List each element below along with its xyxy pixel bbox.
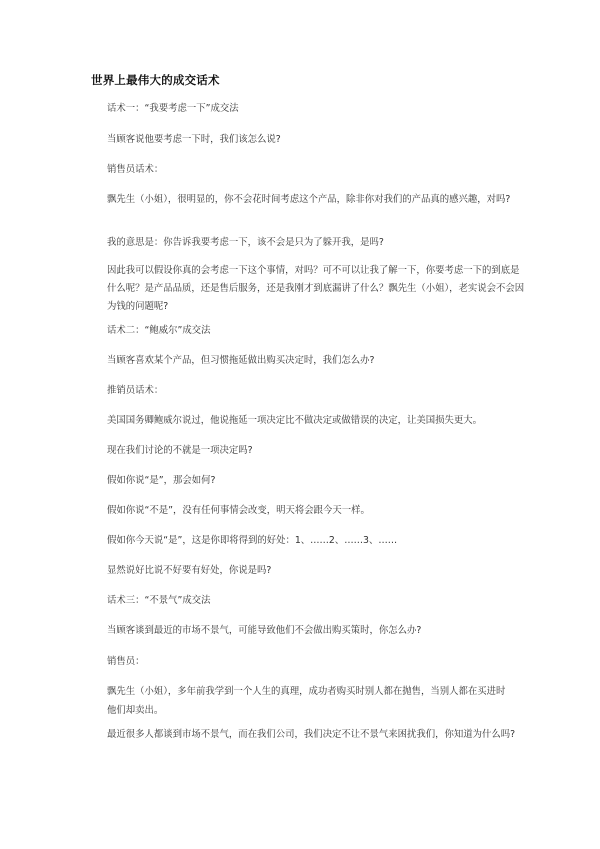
- paragraph: 因此我可以假设你真的会考虑一下这个事情，对吗？可不可以让我了解一下，你要考虑一下的到底是什么呢？是产品品质，还是售后服务，还是我刚才到底漏讲了什么？飘先生（小姐），老实说会不会因为钱的问题呢?: [107, 265, 525, 312]
- paragraph: 最近很多人都谈到市场不景气，而在我们公司，我们决定不让不景气来困扰我们，你知道为什么吗?: [107, 729, 516, 740]
- section-heading-1: 话术一：“我要考虑一下”成交法: [107, 103, 239, 114]
- paragraph: 当顾客说他要考虑一下时，我们该怎么说?: [107, 134, 281, 145]
- paragraph: 飘先生（小姐），很明显的，你不会花时间考虑这个产品，除非你对我们的产品真的感兴趣，对吗?: [107, 194, 511, 205]
- section-heading-3: 话术三：“不景气”成交法: [107, 595, 211, 606]
- paragraph: 销售员：: [107, 656, 145, 667]
- paragraph: 我的意思是：你告诉我要考虑一下，该不会是只为了躲开我，是吗?: [107, 237, 384, 248]
- paragraph: 推销员话术：: [107, 385, 164, 396]
- paragraph: 现在我们讨论的不就是一项决定吗?: [107, 445, 253, 456]
- paragraph: 假如你今天说“是”，这是你即将得到的好处：1、……2、……3、……: [107, 535, 398, 546]
- paragraph: 显然说好比说不好要有好处，你说是吗?: [107, 565, 272, 576]
- paragraph: 假如你说“是”，那会如何?: [107, 475, 216, 486]
- paragraph: 美国国务卿鲍威尔说过，他说拖延一项决定比不做决定或做错误的决定，让美国损失更大。: [107, 415, 483, 426]
- paragraph: 当顾客谈到最近的市场不景气，可能导致他们不会做出购买策时，你怎么办?: [107, 625, 422, 636]
- paragraph: 假如你说“不是”，没有任何事情会改变，明天将会跟今天一样。: [107, 505, 370, 516]
- document-title: 世界上最伟大的成交话术: [91, 73, 220, 87]
- section-heading-2: 话术二：“鲍威尔”成交法: [107, 325, 211, 336]
- paragraph: 当顾客喜欢某个产品，但习惯拖延做出购买决定时，我们怎么办?: [107, 355, 375, 366]
- paragraph: 飘先生（小姐），多年前我学到一个人生的真理，成功者购买时别人都在抛售，当别人都在买进时他们却卖出。: [107, 686, 506, 716]
- paragraph: 销售员话术：: [107, 164, 164, 175]
